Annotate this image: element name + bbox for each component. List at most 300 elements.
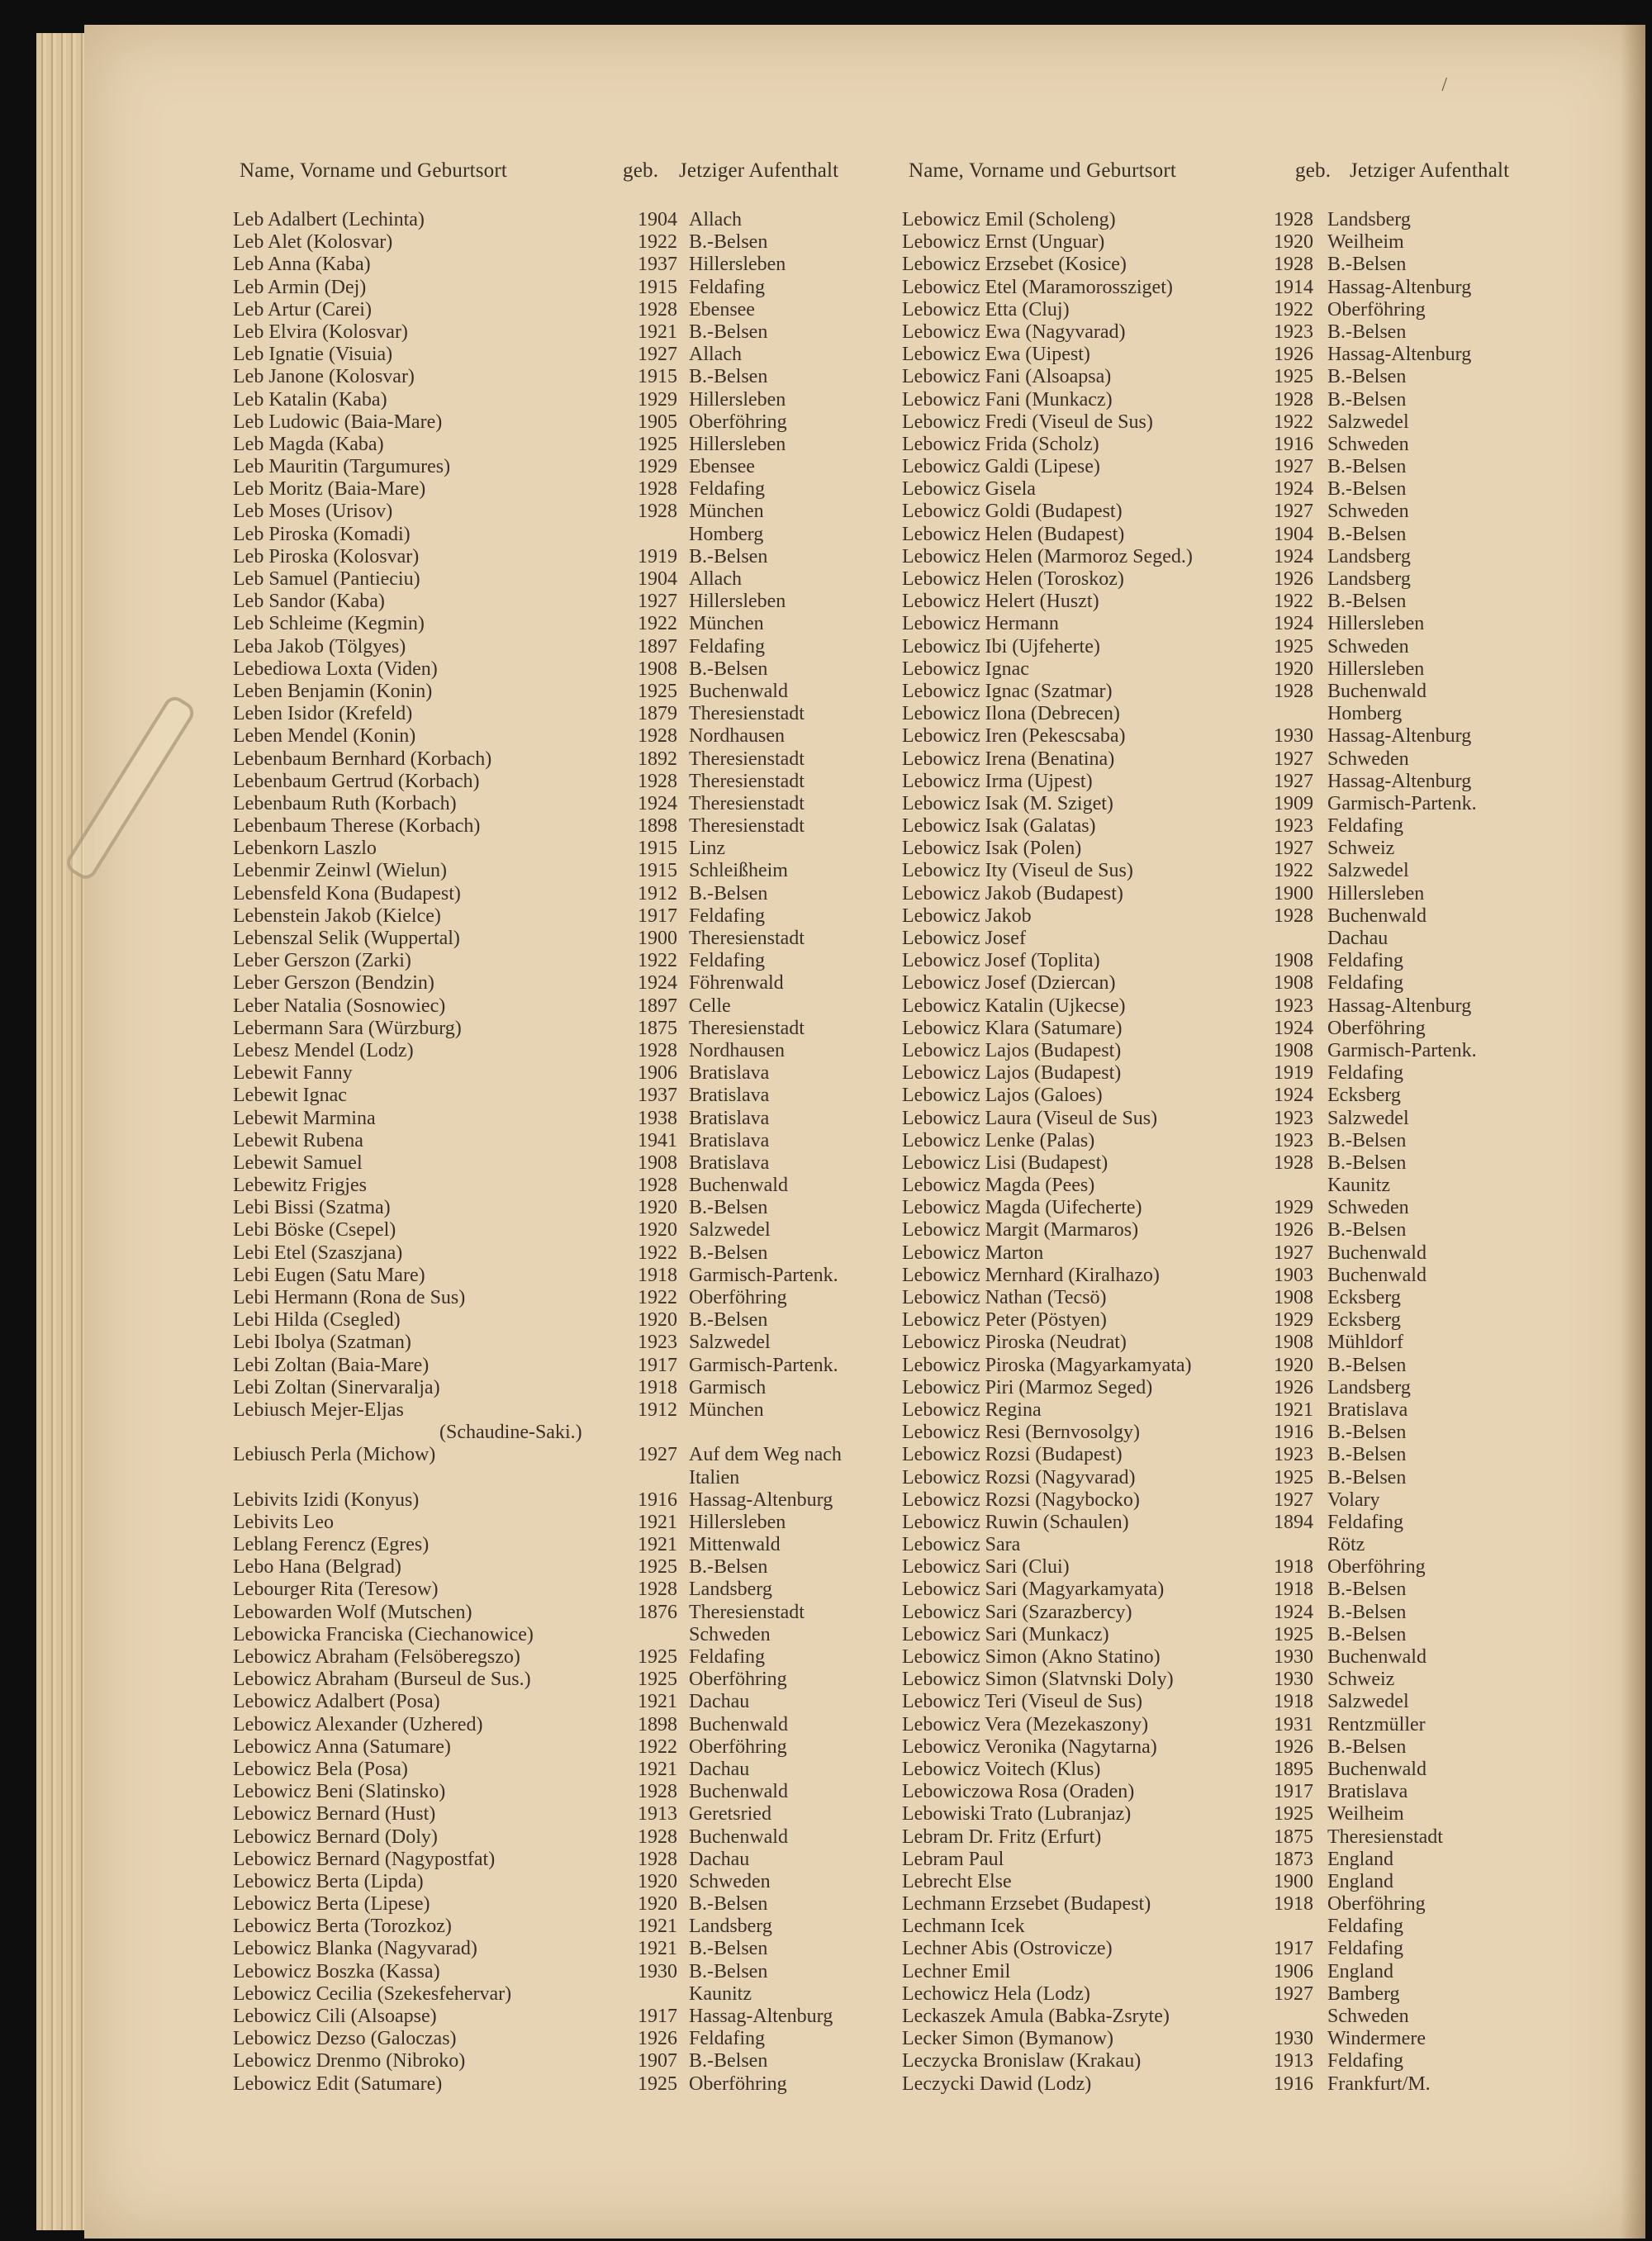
entry-name: Lebowicz Etta (Cluj) [902,298,1070,320]
entry-residence: Feldafing [689,904,765,927]
entry-residence: Hillersleben [1327,613,1425,635]
entry-birth-year: 1925 [1274,1803,1313,1826]
entry-residence: B.-Belsen [689,882,768,904]
entry-name: Lebowicz Isak (M. Sziget) [902,792,1113,814]
entry-name: Lebowicz Galdi (Lipese) [902,456,1100,478]
entry-birth-year: 1912 [638,1398,677,1421]
entry-birth-year: 1873 [1274,1848,1313,1870]
entry-name: Lebowicz Blanka (Nagyvarad) [233,1938,477,1960]
entry-birth-year: 1927 [1274,456,1313,478]
entry-birth-year: 1927 [1274,1242,1313,1264]
entry-residence: Theresienstadt [1327,1826,1443,1848]
entry-birth-year: 1920 [1274,1354,1313,1376]
entry-birth-year: 1894 [1274,1511,1313,1533]
entry-residence: Oberföhring [689,2072,787,2095]
entry-name: Lebi Hilda (Csegled) [233,1309,401,1332]
left-header-name: Name, Vorname und Geburtsort [240,159,508,182]
entry-birth-year: 1913 [1274,2050,1313,2072]
entry-name: Lechmann Icek [902,1916,1025,1938]
entry-name: Lecker Simon (Bymanow) [902,2028,1113,2050]
entry-birth-year: 1927 [1274,1982,1313,2005]
entry-residence: Schweden [1327,748,1409,770]
entry-residence: Mühldorf [1327,1332,1403,1354]
entry-name: Leckaszek Amula (Babka-Zsryte) [902,2006,1170,2027]
entry-name: Leb Piroska (Komadi) [233,523,411,545]
entry-residence: B.-Belsen [689,2050,768,2072]
entry-residence: Buchenwald [689,1713,788,1735]
entry-birth-year: 1928 [638,1781,677,1803]
entry-name: Lebowicz Isak (Galatas) [902,815,1096,838]
entry-residence: Homberg [1327,703,1403,725]
entry-residence: Feldafing [1327,972,1403,995]
entry-birth-year: 1908 [1274,1332,1313,1354]
entry-birth-year: 1919 [1274,1062,1313,1085]
entry-residence: Hassag-Altenburg [1327,344,1472,366]
entry-name: Leb Piroska (Kolosvar) [233,545,420,567]
entry-name: Lebowicz Ewa (Uipest) [902,344,1090,366]
entry-residence: Theresienstadt [689,792,805,814]
entry-residence: B.-Belsen [1327,1735,1407,1758]
entry-name: Lechner Emil [902,1960,1011,1982]
entry-name: Lebowicz Dezso (Galoczas) [233,2028,457,2050]
entry-birth-year: 1917 [638,2006,677,2027]
entry-residence: Garmisch-Partenk. [1327,792,1477,814]
entry-birth-year: 1915 [638,860,677,882]
entry-residence: Feldafing [689,2028,765,2050]
entry-name: Lebenkorn Laszlo [233,838,377,860]
entry-birth-year: 1924 [1274,1601,1313,1623]
entry-birth-year: 1926 [1274,1219,1313,1242]
entry-residence: Oberföhring [1327,1556,1426,1579]
entry-birth-year: 1920 [638,1893,677,1916]
entry-birth-year: 1900 [1274,1870,1313,1892]
entry-name: Lebowicz Laura (Viseul de Sus) [902,1107,1158,1129]
entry-birth-year: 1908 [1274,950,1313,972]
entry-residence: Salzwedel [1327,860,1409,882]
entry-residence: Weilheim [1327,231,1404,254]
entry-name: Lebowicz Sari (Szarazbercy) [902,1601,1132,1623]
entry-name: Leb Schleime (Kegmin) [233,613,425,635]
entry-birth-year: 1928 [638,770,677,792]
entry-birth-year: 1892 [638,748,677,770]
entry-birth-year: 1927 [1274,838,1313,860]
entry-name: Lebowicz Berta (Torozkoz) [233,1916,452,1938]
entry-name: Lebesz Mendel (Lodz) [233,1039,414,1061]
entry-name: Leber Gerszon (Bendzin) [233,972,434,995]
entry-name: Lebowicz Cecilia (Szekesfehervar) [233,1982,512,2005]
entry-birth-year: 1928 [1274,388,1313,411]
entry-residence: Rötz [1327,1534,1365,1556]
entry-birth-year: 1900 [1274,882,1313,904]
entry-residence: Nordhausen [689,1039,785,1061]
entry-name: Leben Benjamin (Konin) [233,680,433,702]
entry-name: Lebowicz Bernard (Nagypostfat) [233,1848,496,1870]
entry-residence: Kaunitz [1327,1175,1390,1197]
entry-residence: Feldafing [1327,1938,1403,1960]
entry-name: Lechmann Erzsebet (Budapest) [902,1893,1151,1916]
entry-name: Leb Sandor (Kaba) [233,591,385,613]
entry-residence: Salzwedel [689,1332,771,1354]
entry-birth-year: 1898 [638,1713,677,1735]
entry-name: Lebowicz Magda (Uifecherte) [902,1197,1142,1219]
entry-residence: Theresienstadt [689,748,805,770]
entry-name: Lebowicz Helen (Marmoroz Seged.) [902,545,1193,567]
entry-birth-year: 1918 [1274,1556,1313,1579]
entry-birth-year: 1921 [638,1938,677,1960]
entry-residence: Ebensee [689,456,755,478]
entry-residence: B.-Belsen [1327,478,1407,501]
entry-residence: Bratislava [689,1129,770,1151]
entry-residence: Feldafing [689,478,765,501]
entry-name: Leb Katalin (Kaba) [233,388,387,411]
entry-birth-year: 1922 [638,231,677,254]
entry-name: Lebowicz Piroska (Magyarkamyata) [902,1354,1192,1376]
entry-residence: Oberföhring [689,1287,787,1308]
entry-name: Lebowicz Voitech (Klus) [902,1758,1101,1780]
entry-birth-year: 1906 [1274,1960,1313,1982]
entry-residence: Windermere [1327,2028,1426,2050]
entry-residence: Feldafing [1327,950,1403,972]
entry-residence: Auf dem Weg nach [689,1444,842,1466]
entry-residence: B.-Belsen [1327,366,1407,388]
entry-name: Leb Moritz (Baia-Mare) [233,478,426,501]
entry-residence: Buchenwald [1327,680,1427,702]
entry-birth-year: 1931 [1274,1713,1313,1735]
entry-birth-year: 1937 [638,1085,677,1107]
entry-name: Lebowicz Ibi (Ujfeherte) [902,635,1100,658]
entry-birth-year: 1923 [1274,815,1313,838]
entry-residence: Dachau [689,1691,750,1713]
entry-residence: Allach [689,209,742,230]
entry-birth-year: 1926 [638,2028,677,2050]
entry-birth-year: 1908 [1274,1039,1313,1061]
entry-residence: Hillersleben [689,591,786,613]
entry-birth-year: 1926 [1274,568,1313,590]
entry-name: Lebowicz Magda (Pees) [902,1175,1095,1197]
entry-residence: B.-Belsen [689,1309,768,1332]
entry-residence: Buchenwald [1327,904,1427,927]
entry-birth-year: 1928 [638,1579,677,1601]
entry-birth-year: 1929 [1274,1309,1313,1332]
entry-residence: Schweden [1327,2006,1409,2027]
entry-birth-year: 1922 [638,950,677,972]
entry-birth-year: 1922 [638,1242,677,1264]
entry-residence: Landsberg [1327,209,1411,230]
entry-name: Lebowicz Berta (Lipda) [233,1870,424,1892]
entry-birth-year: 1925 [638,680,677,702]
left-header-born: geb. [623,159,659,182]
entry-residence: Theresienstadt [689,1017,805,1039]
entry-birth-year: 1913 [638,1803,677,1826]
entry-name: Lebowicz Jakob (Budapest) [902,882,1123,904]
entry-residence: B.-Belsen [689,1893,768,1916]
entry-name: Lebowicz Lisi (Budapest) [902,1151,1108,1174]
entry-name: Lebowicz Nathan (Tecsö) [902,1287,1107,1308]
entry-birth-year: 1926 [1274,344,1313,366]
entry-birth-year: 1921 [1274,1398,1313,1421]
entry-birth-year: 1928 [1274,209,1313,230]
entry-residence: Hillersleben [1327,882,1425,904]
entry-birth-year: 1921 [638,1916,677,1938]
entry-birth-year: 1928 [1274,1151,1313,1174]
entry-name: Leblang Ferencz (Egres) [233,1534,430,1556]
entry-name: Lebowicz Marton [902,1242,1044,1264]
corner-mark: / [1441,74,1447,96]
entry-birth-year: 1923 [1274,995,1313,1017]
entry-residence: Hassag-Altenburg [1327,995,1472,1017]
entry-birth-year: 1927 [1274,770,1313,792]
entry-birth-year: 1919 [638,545,677,567]
entry-name: Leb Alet (Kolosvar) [233,231,393,254]
entry-name: Lebowicz Ignac (Szatmar) [902,680,1113,702]
entry-residence: B.-Belsen [1327,1129,1407,1151]
entry-name: Lebowicz Josef (Dziercan) [902,972,1116,995]
entry-residence: Oberföhring [689,411,787,433]
entry-residence: B.-Belsen [689,1960,768,1982]
entry-residence: Schweden [689,1870,771,1892]
entry-residence: Hassag-Altenburg [1327,770,1472,792]
entry-birth-year: 1930 [1274,1669,1313,1691]
entry-name: Lebowiczowa Rosa (Oraden) [902,1781,1135,1803]
entry-name: Lebewitz Frigjes [233,1175,367,1197]
entry-name: Lebowicz Etel (Maramorossziget) [902,276,1173,298]
entry-birth-year: 1925 [638,2072,677,2095]
entry-birth-year: 1928 [638,298,677,320]
entry-residence: B.-Belsen [1327,1354,1407,1376]
entry-name: Lebensfeld Kona (Budapest) [233,882,461,904]
entry-residence: Homberg [689,523,764,545]
entry-birth-year: 1923 [1274,1444,1313,1466]
entry-birth-year: 1924 [1274,1017,1313,1039]
entry-residence: B.-Belsen [1327,1623,1407,1645]
entry-residence: B.-Belsen [1327,591,1407,613]
entry-name: Lebi Böske (Csepel) [233,1219,396,1242]
entry-residence: Bratislava [689,1085,770,1107]
entry-name: Lebram Paul [902,1848,1004,1870]
entry-residence: England [1327,1870,1393,1892]
entry-name: Lebowicz Emil (Scholeng) [902,209,1116,230]
right-header-name: Name, Vorname und Geburtsort [909,159,1177,182]
entry-name: Lebewit Marmina [233,1107,376,1129]
entry-birth-year: 1926 [1274,1376,1313,1398]
entry-name: Leb Samuel (Pantieciu) [233,568,420,590]
entry-birth-year: 1879 [638,703,677,725]
entry-name: Lebowicz Bela (Posa) [233,1758,408,1780]
entry-residence: Frankfurt/M. [1327,2072,1431,2095]
entry-birth-year: 1922 [1274,298,1313,320]
entry-residence: Landsberg [689,1579,772,1601]
entry-birth-year: 1916 [1274,2072,1313,2095]
entry-name: Lebowicz Irma (Ujpest) [902,770,1093,792]
entry-residence: Hassag-Altenburg [689,1488,833,1511]
entry-name: Lebowicz Sara [902,1534,1021,1556]
entry-residence: B.-Belsen [689,1938,768,1960]
entry-birth-year: 1938 [638,1107,677,1129]
entry-residence: Buchenwald [689,1175,788,1197]
entry-birth-year: 1928 [638,1175,677,1197]
entry-name: Lebowicz Lenke (Palas) [902,1129,1095,1151]
entry-name: Lebowicz Irena (Benatina) [902,748,1115,770]
entry-residence: Buchenwald [689,1826,788,1848]
entry-residence: B.-Belsen [1327,1151,1407,1174]
entry-residence: Feldafing [1327,1062,1403,1085]
entry-birth-year: 1904 [1274,523,1313,545]
entry-residence: B.-Belsen [689,320,768,343]
entry-birth-year: 1922 [638,1735,677,1758]
entry-name: Leb Moses (Urisov) [233,501,393,523]
entry-name: Lebowicz Katalin (Ujkecse) [902,995,1126,1017]
entry-birth-year: 1930 [1274,1646,1313,1668]
entry-residence: Schweden [689,1623,771,1645]
entry-birth-year: 1928 [638,1848,677,1870]
entry-birth-year: 1904 [638,568,677,590]
entry-birth-year: 1920 [1274,231,1313,254]
entry-residence: Landsberg [689,1916,772,1938]
entry-name: Lebiusch Mejer-Eljas [233,1398,404,1421]
entry-residence: Feldafing [1327,1916,1403,1938]
entry-name: Lebowicz Jakob [902,904,1032,927]
entry-name: Lebowicz Margit (Marmaros) [902,1219,1139,1242]
entry-name: Lebenbaum Bernhard (Korbach) [233,748,492,770]
entry-residence: Kaunitz [689,1982,752,2005]
entry-residence: Salzwedel [1327,1691,1409,1713]
entry-residence: Ebensee [689,298,755,320]
entry-residence: B.-Belsen [689,366,768,388]
entry-residence: Dachau [1327,928,1389,949]
entry-name: Lebenmir Zeinwl (Wielun) [233,860,447,882]
entry-birth-year: 1922 [1274,860,1313,882]
entry-residence: B.-Belsen [1327,1219,1407,1242]
entry-name: Lebowicz Bernard (Hust) [233,1803,436,1826]
entry-birth-year: 1928 [1274,254,1313,276]
entry-residence: München [689,501,764,523]
entry-birth-year: 1927 [638,591,677,613]
entry-name: Leb Magda (Kaba) [233,433,384,455]
entry-birth-year: 1923 [1274,1107,1313,1129]
entry-name: Lebourger Rita (Teresow) [233,1579,439,1601]
entry-residence: B.-Belsen [1327,388,1407,411]
entry-name: Lebowarden Wolf (Mutschen) [233,1601,472,1623]
entry-residence: Italien [689,1466,740,1488]
entry-name: Leb Ignatie (Visuia) [233,344,393,366]
entry-residence: Schweiz [1327,1669,1395,1691]
entry-residence: Schweden [1327,1197,1409,1219]
entry-birth-year: 1923 [638,1332,677,1354]
entry-residence: Hassag-Altenburg [1327,276,1472,298]
entry-name: Lebowicz Iren (Pekescsaba) [902,725,1126,748]
entry-residence: Geretsried [689,1803,771,1826]
entry-birth-year: 1922 [1274,591,1313,613]
entry-name: Lebowicz Abraham (Felsöberegszo) [233,1646,520,1668]
entry-name: Lebowicz Fani (Alsoapsa) [902,366,1112,388]
entry-name: Lebi Etel (Szaszjana) [233,1242,403,1264]
entry-residence: Buchenwald [1327,1758,1427,1780]
entry-residence: Salzwedel [1327,1107,1409,1129]
entry-name: Lebi Zoltan (Sinervaralja) [233,1376,440,1398]
entry-birth-year: 1928 [1274,680,1313,702]
entry-residence: Landsberg [1327,545,1411,567]
entry-residence: Oberföhring [689,1735,787,1758]
entry-name: Lebiusch Perla (Michow) [233,1444,436,1466]
entry-residence: Feldafing [1327,2050,1403,2072]
entry-residence: Oberföhring [1327,1893,1426,1916]
entry-residence: B.-Belsen [689,658,768,680]
entry-birth-year: 1916 [1274,433,1313,455]
entry-name: Lebowicz Anna (Satumare) [233,1735,451,1758]
entry-birth-year: 1915 [638,838,677,860]
entry-residence: B.-Belsen [1327,456,1407,478]
entry-residence: B.-Belsen [1327,1601,1407,1623]
entry-residence: Dachau [689,1848,750,1870]
entry-birth-year: 1921 [638,1511,677,1533]
entry-birth-year: 1928 [638,725,677,748]
entry-name: Lebowicz Veronika (Nagytarna) [902,1735,1157,1758]
entry-birth-year: 1904 [638,209,677,230]
entry-birth-year: 1924 [1274,613,1313,635]
entry-residence: England [1327,1960,1393,1982]
entry-residence: Bratislava [689,1107,770,1129]
entry-name: Lebowicz Mernhard (Kiralhazo) [902,1264,1160,1286]
entry-birth-year: 1895 [1274,1758,1313,1780]
entry-residence: Feldafing [689,1646,765,1668]
entry-birth-year: 1925 [1274,1623,1313,1645]
entry-birth-year: 1918 [1274,1579,1313,1601]
entry-residence: Garmisch-Partenk. [689,1354,838,1376]
entry-birth-year: 1925 [638,1646,677,1668]
entry-name: Lebenszal Selik (Wuppertal) [233,928,460,949]
entry-birth-year: 1897 [638,635,677,658]
entry-birth-year: 1921 [638,1534,677,1556]
entry-name: Lebowicz Abraham (Burseul de Sus.) [233,1669,531,1691]
entry-birth-year: 1928 [638,1039,677,1061]
entry-residence: Feldafing [1327,815,1403,838]
entry-name: Leczycki Dawid (Lodz) [902,2072,1092,2095]
entry-name: Lebowicz Alexander (Uzhered) [233,1713,483,1735]
entry-birth-year: 1918 [1274,1691,1313,1713]
entry-residence: B.-Belsen [1327,1466,1407,1488]
entry-residence: Föhrenwald [689,972,784,995]
document-page [84,25,1645,2239]
entry-name: Lebowicz Fredi (Viseul de Sus) [902,411,1153,433]
entry-birth-year: 1920 [1274,658,1313,680]
entry-name: (Schaudine-Saki.) [439,1422,582,1444]
entry-birth-year: 1908 [1274,972,1313,995]
entry-birth-year: 1923 [1274,320,1313,343]
entry-residence: B.-Belsen [1327,1579,1407,1601]
entry-residence: Feldafing [689,635,765,658]
entry-name: Lebowicz Drenmo (Nibroko) [233,2050,466,2072]
entry-residence: Schweden [1327,635,1409,658]
entry-residence: Volary [1327,1488,1380,1511]
entry-residence: Dachau [689,1758,750,1780]
entry-birth-year: 1922 [1274,411,1313,433]
entry-name: Lebrecht Else [902,1870,1012,1892]
entry-name: Lebermann Sara (Würzburg) [233,1017,462,1039]
entry-name: Lebram Dr. Fritz (Erfurt) [902,1826,1102,1848]
entry-name: Lebowicz Simon (Akno Statino) [902,1646,1161,1668]
entry-name: Lebowicz Isak (Polen) [902,838,1082,860]
entry-name: Lebi Ibolya (Szatman) [233,1332,411,1354]
entry-name: Lebowicz Simon (Slatvnski Doly) [902,1669,1174,1691]
entry-name: Leb Anna (Kaba) [233,254,371,276]
entry-birth-year: 1900 [638,928,677,949]
entry-residence: Theresienstadt [689,1601,805,1623]
entry-name: Lechner Abis (Ostrovicze) [902,1938,1113,1960]
entry-name: Lebowicz Fani (Munkacz) [902,388,1113,411]
entry-name: Lebowicz Rozsi (Nagybocko) [902,1488,1140,1511]
entry-birth-year: 1918 [1274,1893,1313,1916]
entry-name: Leczycka Bronislaw (Krakau) [902,2050,1142,2072]
